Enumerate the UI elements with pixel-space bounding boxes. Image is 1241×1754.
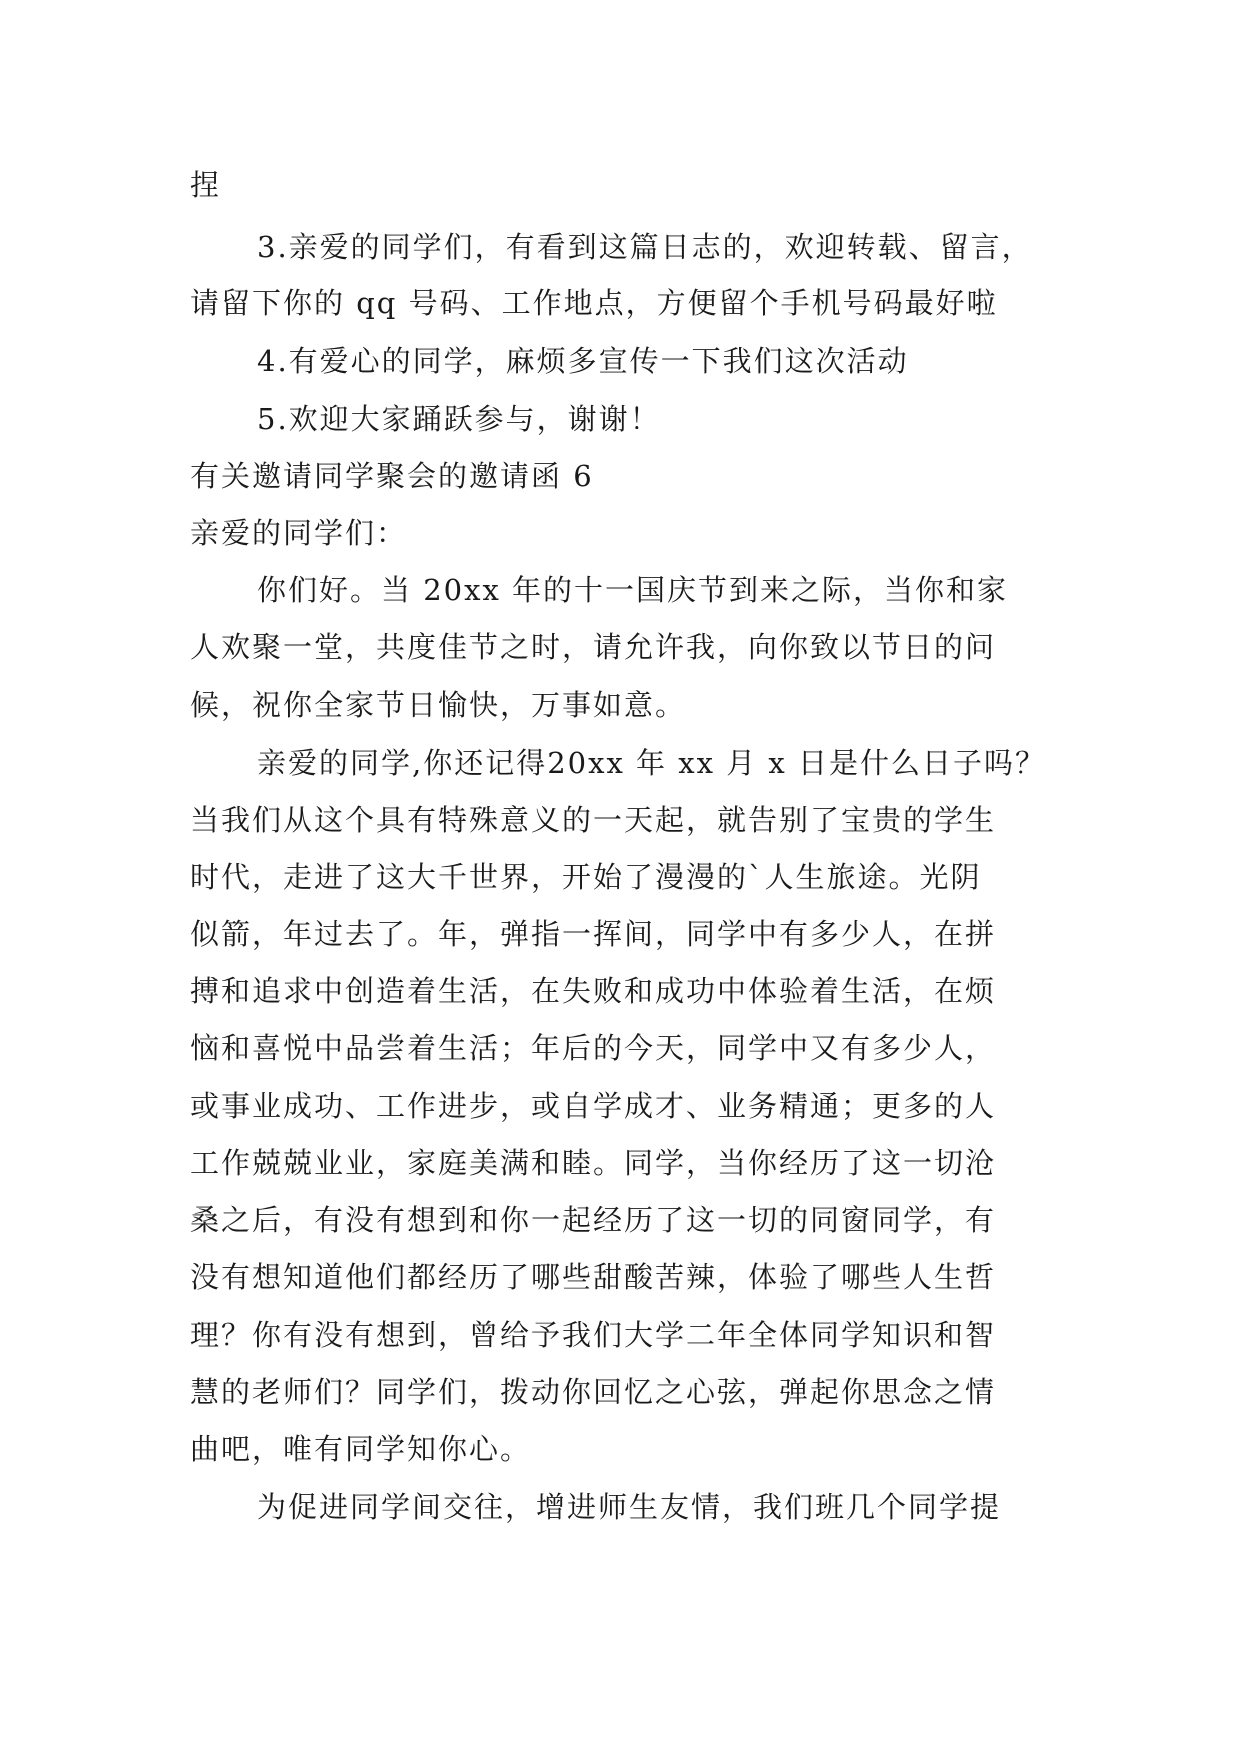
paragraph-line: 亲爱的同学,你还记得20xx 年 xx 月 x 日是什么日子吗？ [257,746,1046,780]
paragraph-line: 人欢聚一堂，共度佳节之时，请允许我，向你致以节日的问 [190,630,997,664]
list-item: 4.有爱心的同学，麻烦多宣传一下我们这次活动 [257,344,909,378]
paragraph-line: 工作兢兢业业，家庭美满和睦。同学，当你经历了这一切沧 [190,1146,997,1180]
paragraph-line: 搏和追求中创造着生活，在失败和成功中体验着生活，在烦 [190,974,997,1008]
section-heading: 有关邀请同学聚会的邀请函 6 [190,459,594,493]
paragraph-line: 当我们从这个具有特殊意义的一天起，就告别了宝贵的学生 [190,803,997,837]
text-line: 请留下你的 qq 号码、工作地点，方便留个手机号码最好啦 [190,286,998,320]
paragraph-line: 桑之后，有没有想到和你一起经历了这一切的同窗同学，有 [190,1203,997,1237]
paragraph-line: 理？你有没有想到，曾给予我们大学二年全体同学知识和智 [190,1318,997,1352]
text-line: 捏 [190,168,222,202]
list-item: 5.欢迎大家踊跃参与，谢谢！ [257,402,661,436]
paragraph-line: 没有想知道他们都经历了哪些甜酸苦辣，体验了哪些人生哲 [190,1260,997,1294]
paragraph-line: 似箭，年过去了。年，弹指一挥间，同学中有多少人，在拼 [190,917,997,951]
paragraph-line: 时代，走进了这大千世界，开始了漫漫的`人生旅途。光阴 [190,860,982,894]
salutation: 亲爱的同学们： [190,516,408,550]
paragraph-line: 或事业成功、工作进步，或自学成才、业务精通；更多的人 [190,1089,997,1123]
paragraph-line: 为促进同学间交往，增进师生友情，我们班几个同学提 [257,1490,1002,1524]
list-item: 3.亲爱的同学们，有看到这篇日志的，欢迎转载、留言， [257,230,1033,264]
paragraph-line: 候，祝你全家节日愉快，万事如意。 [190,688,687,722]
paragraph-line: 恼和喜悦中品尝着生活；年后的今天，同学中又有多少人， [190,1031,997,1065]
paragraph-line: 你们好。当 20xx 年的十一国庆节到来之际，当你和家 [257,573,1009,607]
paragraph-line: 慧的老师们？同学们，拨动你回忆之心弦，弹起你思念之情 [190,1375,997,1409]
paragraph-line: 曲吧，唯有同学知你心。 [190,1432,532,1466]
